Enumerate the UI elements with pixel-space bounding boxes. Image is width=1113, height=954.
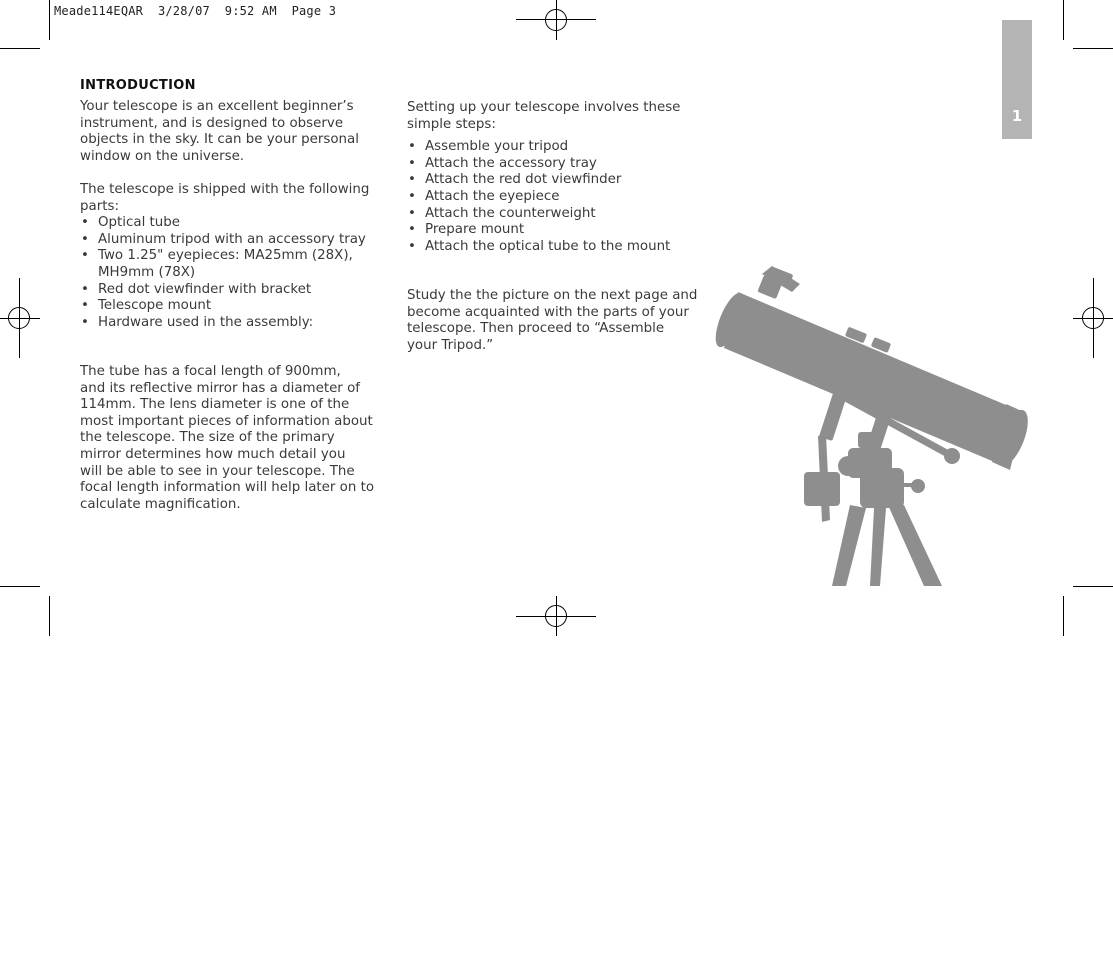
section-heading: INTRODUCTION xyxy=(80,78,196,93)
setup-steps-list xyxy=(407,139,707,255)
list-item: • Aluminum tripod with an accessory tray xyxy=(80,232,390,249)
list-item xyxy=(80,248,390,281)
text-line: The tube has a focal length of 900mm, xyxy=(80,364,341,379)
text-line: calculate magnification. xyxy=(80,496,241,512)
text-line: become acquainted with the parts of your xyxy=(407,304,689,320)
text-line: instrument, and is designed to observe xyxy=(80,115,344,131)
study-paragraph xyxy=(407,288,707,354)
intro-paragraph xyxy=(80,99,390,165)
text-line: window on the universe. xyxy=(80,148,245,164)
text-line: parts: xyxy=(80,198,119,214)
list-item: • Attach the optical tube to the mount xyxy=(407,239,707,256)
list-item: • Attach the red dot viewfinder xyxy=(407,172,707,189)
text-line: Study the the picture on the next page and xyxy=(407,288,698,303)
list-item: • Optical tube xyxy=(80,215,390,232)
text-line: the telescope. The size of the primary xyxy=(80,430,335,446)
list-item: • Prepare mount xyxy=(407,222,707,239)
text-line: objects in the sky. It can be your personal xyxy=(80,132,359,148)
text-line: and its reflective mirror has a diameter of xyxy=(80,380,360,396)
text-line: simple steps: xyxy=(407,116,496,132)
text-line: 114mm. The lens diameter is one of the xyxy=(80,397,350,413)
list-item: • Attach the counterweight xyxy=(407,206,707,223)
telescope-illustration xyxy=(700,262,1040,586)
text-line: Your telescope is an excellent beginner’s xyxy=(80,99,354,114)
page-number: 1 xyxy=(1011,107,1023,125)
page-number-tab xyxy=(1002,20,1032,139)
list-item: • Attach the eyepiece xyxy=(407,189,707,206)
text-line: telescope. Then proceed to “Assemble xyxy=(407,321,665,337)
parts-section xyxy=(80,182,390,331)
text-line: The telescope is shipped with the following xyxy=(80,182,370,197)
text-line: mirror determines how much detail you xyxy=(80,446,346,462)
text-line: your Tripod.” xyxy=(407,337,494,353)
tube-paragraph xyxy=(80,364,390,513)
list-item: • Assemble your tripod xyxy=(407,139,707,156)
setup-section xyxy=(407,100,707,255)
list-item: • Attach the accessory tray xyxy=(407,156,707,173)
list-item: • Hardware used in the assembly: xyxy=(80,315,390,332)
print-slug: Meade114EQAR 3/28/07 9:52 AM Page 3 xyxy=(54,4,337,18)
text-line: most important pieces of information about xyxy=(80,413,373,429)
text-line: Setting up your telescope involves these xyxy=(407,100,681,115)
text-line: focal length information will help later on to xyxy=(80,480,375,496)
list-item-text: Two 1.25" eyepieces: MA25mm (28X), xyxy=(98,248,353,264)
list-item-continuation: MH9mm (78X) xyxy=(98,264,196,280)
list-item: • Telescope mount xyxy=(80,298,390,315)
list-item: • Red dot viewfinder with bracket xyxy=(80,282,390,299)
parts-list xyxy=(80,215,390,331)
text-line: will be able to see in your telescope. The xyxy=(80,463,355,479)
